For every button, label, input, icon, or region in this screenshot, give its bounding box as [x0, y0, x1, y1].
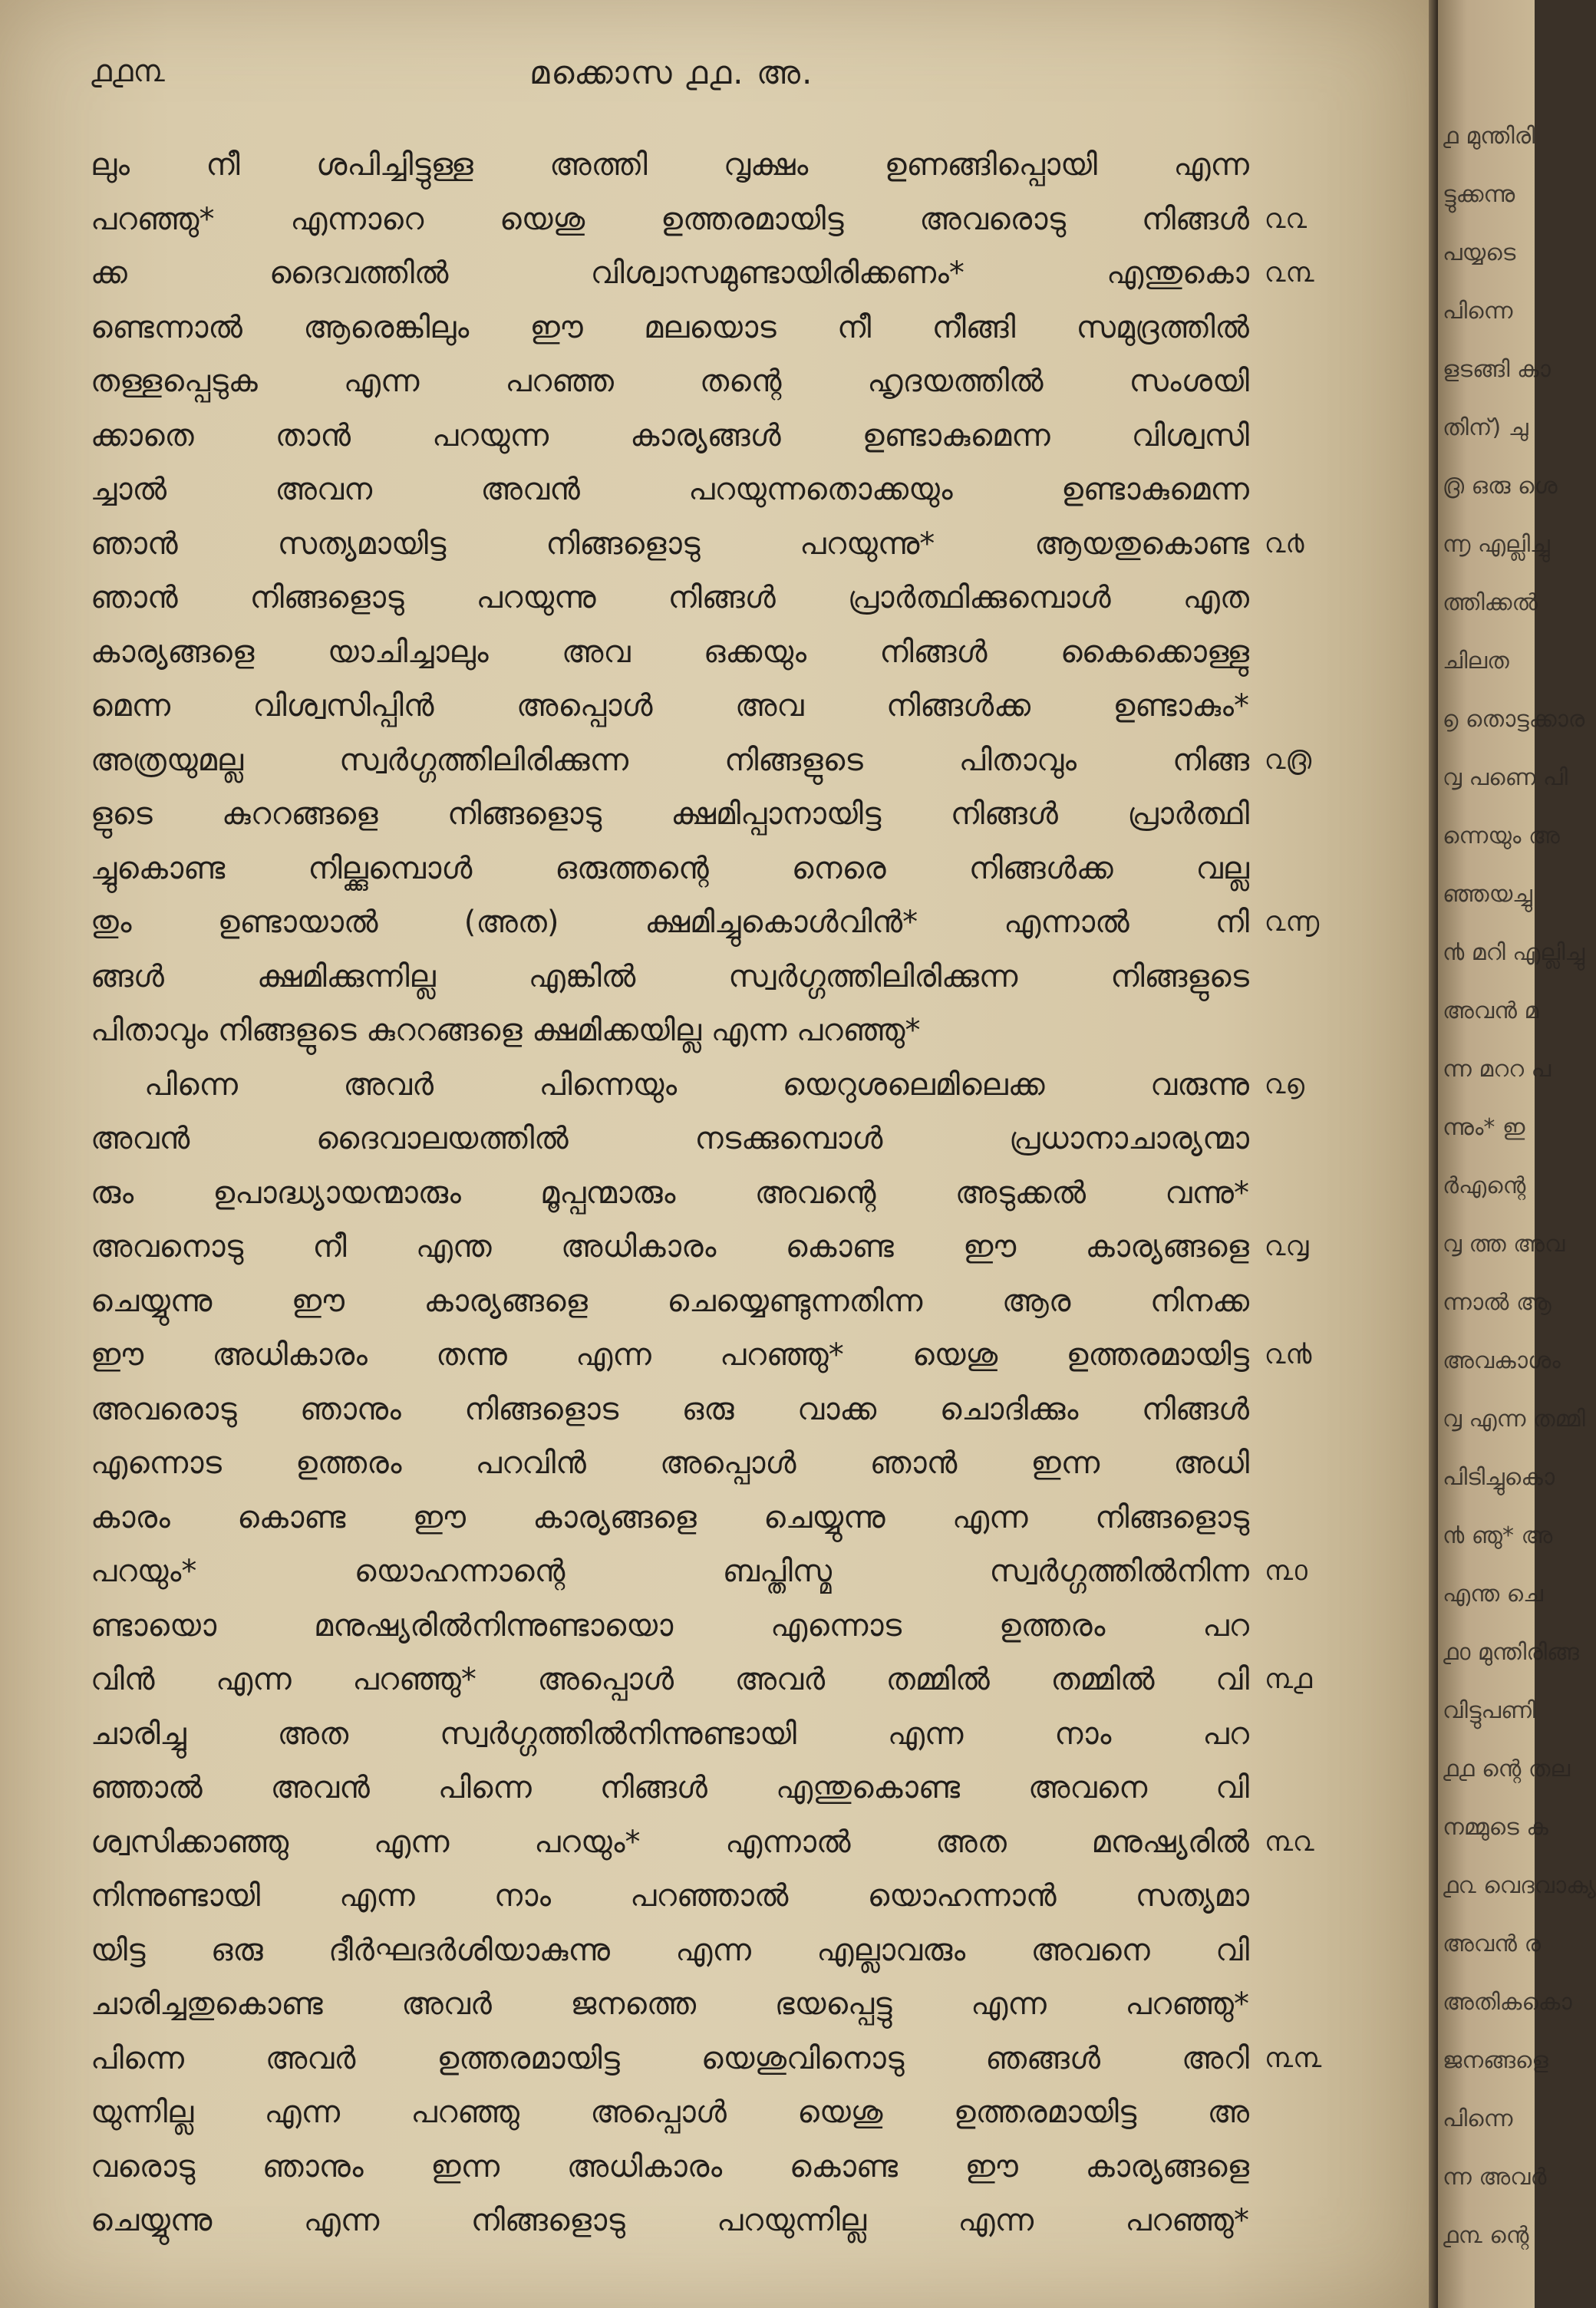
adjacent-page-text-fragment: ൭ തൊട്ടക്കാര	[1443, 706, 1585, 733]
scripture-text	[91, 138, 1249, 2248]
text-line: നിന്നുണ്ടായി എന്ന നാം പറഞ്ഞാൽ യൊഹന്നാൻ സത്യമാ	[91, 1878, 1249, 1914]
verse-number: ൨൩	[1265, 257, 1314, 288]
adjacent-page-text-fragment: ൬ എല്ലിച്ചു	[1443, 531, 1550, 558]
text-line: ഞാൻ സത്യമായിട്ട നിങ്ങളൊടു പറയുന്നു* ആയതുകൊണ്ട	[91, 526, 1249, 562]
adjacent-page-text-fragment: ന്നെയും അ	[1443, 823, 1560, 849]
text-line: ണ്ടെന്നാൽ ആരെങ്കിലും ഈ മലയൊട നീ നീങ്ങി സമുദ്രത്തിൽ	[91, 309, 1249, 345]
verse-number: ൨൮	[1265, 1231, 1309, 1262]
adjacent-page-text-fragment: നമ്മുടെ ക	[1443, 1814, 1548, 1841]
running-title: മക്കൊസ ൧൧. അ.	[529, 54, 814, 91]
adjacent-page-text-fragment: ൮ എന്ന തമ്മി	[1443, 1406, 1585, 1433]
text-line: ളുടെ കുററങ്ങളെ നിങ്ങളൊടു ക്ഷമിപ്പാനായിട്ട നിങ്ങൾ പ്രാർത്ഥി	[91, 796, 1249, 832]
adjacent-page-text-fragment: ൮ ത്ത അവ	[1443, 1231, 1565, 1258]
verse-number: ൨൯	[1265, 1339, 1312, 1370]
adjacent-page-text-fragment: പിന്നെ	[1443, 298, 1513, 325]
adjacent-page-text-fragment: തിന്) ചു	[1443, 414, 1528, 441]
adjacent-page-text-fragment: ൯ ഞു* അ	[1443, 1522, 1553, 1549]
adjacent-page-text-fragment: എന്ത ചെ	[1443, 1581, 1543, 1607]
text-line: രും ഉപാദ്ധ്യായന്മാരും മൂപ്പന്മാരും അവന്റെ അടുക്കൽ വന്നു*	[91, 1175, 1249, 1211]
adjacent-page-text-fragment: ന്നും* ഇ	[1443, 1114, 1525, 1141]
text-line: ണ്ടായൊ മനുഷ്യരിൽനിന്നുണ്ടായൊ എന്നൊട ഉത്തരം പറ	[91, 1607, 1249, 1644]
adjacent-page-text-fragment: ളടങ്ങി കാ	[1443, 356, 1551, 383]
adjacent-page-text-fragment: ഞ്ഞയച്ചു	[1443, 881, 1532, 908]
verse-number: ൩൧	[1265, 1663, 1313, 1695]
text-line: പറയും* യൊഹന്നാന്റെ ബപ്തിസ്മ സ്വർഗ്ഗത്തിൽനിന്ന	[91, 1554, 1249, 1589]
adjacent-page-text-fragment: ൮ പണെ പി	[1443, 764, 1568, 791]
text-line: ക്ക ദൈവത്തിൽ വിശ്വാസമുണ്ടായിരിക്കണം* എന്തുകൊ	[91, 256, 1249, 291]
adjacent-page-text-fragment: വിട്ടുപണി	[1443, 1697, 1536, 1724]
text-line: ചെയ്യുന്നു ഈ കാര്യങ്ങളെ ചെയ്യെണ്ടുന്നതിന്ന ആര നിനക്ക	[91, 1283, 1249, 1319]
text-line: പിതാവും നിങ്ങളുടെ കുററങ്ങളെ ക്ഷമിക്കയില്ല എന്ന പറഞ്ഞു*	[91, 1013, 921, 1048]
adjacent-page-text-fragment: ൧൩ ന്റെ	[1443, 2222, 1529, 2249]
adjacent-page-text-fragment: ചിലത	[1443, 648, 1509, 674]
adjacent-page-text-fragment: പയ്യടെ	[1443, 239, 1516, 266]
adjacent-page-text-fragment: ൯ മറി എല്ലിച്ചു	[1443, 939, 1585, 966]
adjacent-page-text-fragment: അവകാശം	[1443, 1347, 1561, 1374]
adjacent-page-text-fragment: ൧൧ ന്റെ തല	[1443, 1756, 1571, 1782]
text-line: ച്ചാൽ അവന അവൻ പറയുന്നതൊക്കയും ഉണ്ടാകുമെന്ന	[91, 472, 1249, 507]
page-header	[0, 54, 1429, 100]
page-number: ൧൧൩	[91, 54, 165, 89]
adjacent-page-edge	[1438, 0, 1596, 2308]
adjacent-page-text-fragment: ർഎന്റെ	[1443, 1172, 1526, 1199]
text-line: പറഞ്ഞു* എന്നാറെ യെശു ഉത്തരമായിട്ട അവരൊടു നിങ്ങൾ	[91, 201, 1249, 237]
adjacent-page-text-fragment: ന്ന അവർ	[1443, 2164, 1547, 2191]
text-line: ച്ചുകൊണ്ട നില്ക്കുമ്പൊൾ ഒരുത്തന്റെ നെരെ നിങ്ങൾക്ക വല്ല	[91, 850, 1249, 886]
adjacent-page-text-fragment: ൧൨ വെദവാക്യ	[1443, 1872, 1596, 1899]
text-line: കാരം കൊണ്ട ഈ കാര്യങ്ങളെ ചെയ്യുന്നു എന്ന നിങ്ങളൊടു	[91, 1499, 1249, 1535]
text-line: വിൻ എന്ന പറഞ്ഞു* അപ്പൊൾ അവർ തമ്മിൽ തമ്മിൽ വി	[91, 1662, 1249, 1697]
verse-number: ൩൦	[1265, 1555, 1307, 1587]
book-gutter	[1429, 0, 1438, 2308]
text-line: തള്ളപ്പെടുക എന്ന പറഞ്ഞ തന്റെ ഹൃദയത്തിൽ സംശയി	[91, 364, 1249, 399]
text-line: ഞ്ഞാൽ അവൻ പിന്നെ നിങ്ങൾ എന്തുകൊണ്ട അവനെ വി	[91, 1770, 1249, 1805]
adjacent-page-text-fragment: ൧൦ മുന്തിരിങ്ങ	[1443, 1639, 1579, 1666]
adjacent-page-text-fragment: പിടിച്ചുകൊ	[1443, 1464, 1555, 1491]
text-line: പിന്നെ അവർ പിന്നെയും യെറുശലെമിലെക്ക വരുന്നു	[144, 1067, 1249, 1103]
text-line: അവൻ ദൈവാലയത്തിൽ നടക്കുമ്പൊൾ പ്രധാനാചാര്യന്മാ	[91, 1121, 1249, 1156]
adjacent-page-text-fragment: ട്ടുക്കന്നു	[1443, 181, 1515, 208]
text-line: അവനൊടു നീ എന്ത അധികാരം കൊണ്ട ഈ കാര്യങ്ങളെ	[91, 1229, 1249, 1264]
text-line: ഞാൻ നിങ്ങളൊടു പറയുന്നു നിങ്ങൾ പ്രാർത്ഥിക്കുമ്പൊൾ എത	[91, 580, 1249, 615]
adjacent-page-text-fragment: അവൻ മ	[1443, 997, 1539, 1024]
adjacent-page-text-fragment: ൫ ഒരു ശെ	[1443, 473, 1558, 500]
verse-number: ൨൭	[1265, 1068, 1304, 1100]
verse-number: ൩൩	[1265, 2042, 1322, 2074]
text-line: മെന്ന വിശ്വസിപ്പിൻ അപ്പൊൾ അവ നിങ്ങൾക്ക ഉണ്ടാകും*	[91, 688, 1249, 724]
adjacent-page-text-fragment: അവൻ ര	[1443, 1930, 1541, 1957]
adjacent-page-text-fragment: ജനങ്ങളെ	[1443, 2047, 1548, 2074]
text-line: വരൊടു ഞാനും ഇന്ന അധികാരം കൊണ്ട ഈ കാര്യങ്ങളെ	[91, 2148, 1249, 2184]
verse-number: ൩൨	[1265, 1825, 1314, 1858]
text-line: എന്നൊട ഉത്തരം പറവിൻ അപ്പൊൾ ഞാൻ ഇന്ന അധി	[91, 1446, 1249, 1481]
text-line: ങ്ങൾ ക്ഷമിക്കുന്നില്ല എങ്കിൽ സ്വർഗ്ഗത്തിലിരിക്കുന്ന നിങ്ങളുടെ	[91, 958, 1249, 994]
adjacent-page-text-fragment: ന്ന മററ പ	[1443, 1056, 1551, 1083]
text-line: അത്രയുമല്ല സ്വർഗ്ഗത്തിലിരിക്കുന്ന നിങ്ങളുടെ പിതാവും നിങ്ങ	[91, 742, 1249, 778]
verse-number: ൨൨	[1265, 203, 1307, 235]
text-line: അവരൊടു ഞാനും നിങ്ങളൊട ഒരു വാക്ക ചൊദിക്കും നിങ്ങൾ	[91, 1391, 1249, 1427]
text-line: കാര്യങ്ങളെ യാചിച്ചാലും അവ ഒക്കയും നിങ്ങൾ കൈക്കൊള്ളു	[91, 634, 1249, 670]
adjacent-page-text-fragment: പിന്നെ	[1443, 2105, 1513, 2132]
text-line: ഈ അധികാരം തന്നു എന്ന പറഞ്ഞു* യെശു ഉത്തരമായിട്ട	[91, 1337, 1249, 1373]
verse-number: ൨൪	[1265, 527, 1304, 559]
text-line: തും ഉണ്ടായാൽ (അത) ക്ഷമിച്ചുകൊൾവിൻ* എന്നാൽ നി	[91, 905, 1249, 940]
text-line: ശ്വസിക്കാഞ്ഞു എന്ന പറയും* എന്നാൽ അത മനുഷ്യരിൽ	[91, 1824, 1249, 1860]
adjacent-page-text-fragment: ന്നാൽ ആ	[1443, 1289, 1551, 1316]
verse-number: ൨൬	[1265, 906, 1320, 938]
text-line: ചാരിച്ചു അത സ്വർഗ്ഗത്തിൽനിന്നുണ്ടായി എന്ന നാം പറ	[91, 1716, 1249, 1752]
text-line: യിട്ട ഒരു ദീർഘദർശിയാകുന്നു എന്ന എല്ലാവരും അവനെ വി	[91, 1932, 1249, 1968]
text-line: ചെയ്യുന്നു എന്ന നിങ്ങളൊടു പറയുന്നില്ല എന്ന പറഞ്ഞു*	[91, 2203, 1249, 2238]
text-line: പിന്നെ അവർ ഉത്തരമായിട്ട യെശുവിനൊടു ഞങ്ങൾ അറി	[91, 2040, 1249, 2076]
adjacent-page-text-fragment: ത്തിക്കൽ	[1443, 589, 1538, 616]
verse-number: ൨൫	[1265, 744, 1312, 776]
text-line: യുന്നില്ല എന്ന പറഞ്ഞു അപ്പൊൾ യെശു ഉത്തരമായിട്ട അ	[91, 2095, 1249, 2130]
text-line: ചാരിച്ചതുകൊണ്ട അവർ ജനത്തെ ഭയപ്പെട്ടു എന്ന പറഞ്ഞു*	[91, 1987, 1249, 2022]
adjacent-page-text-fragment: ൧ മുന്തിരി	[1443, 123, 1535, 150]
adjacent-page-text-fragment: അതികകൊ	[1443, 1989, 1572, 2016]
text-line: ലും നീ ശപിച്ചിട്ടുള്ള അത്തി വൃക്ഷം ഉണങ്ങിപ്പൊയി എന്ന	[91, 147, 1249, 183]
text-line: ക്കാതെ താൻ പറയുന്ന കാര്യങ്ങൾ ഉണ്ടാകുമെന്ന വിശ്വസി	[91, 417, 1249, 453]
